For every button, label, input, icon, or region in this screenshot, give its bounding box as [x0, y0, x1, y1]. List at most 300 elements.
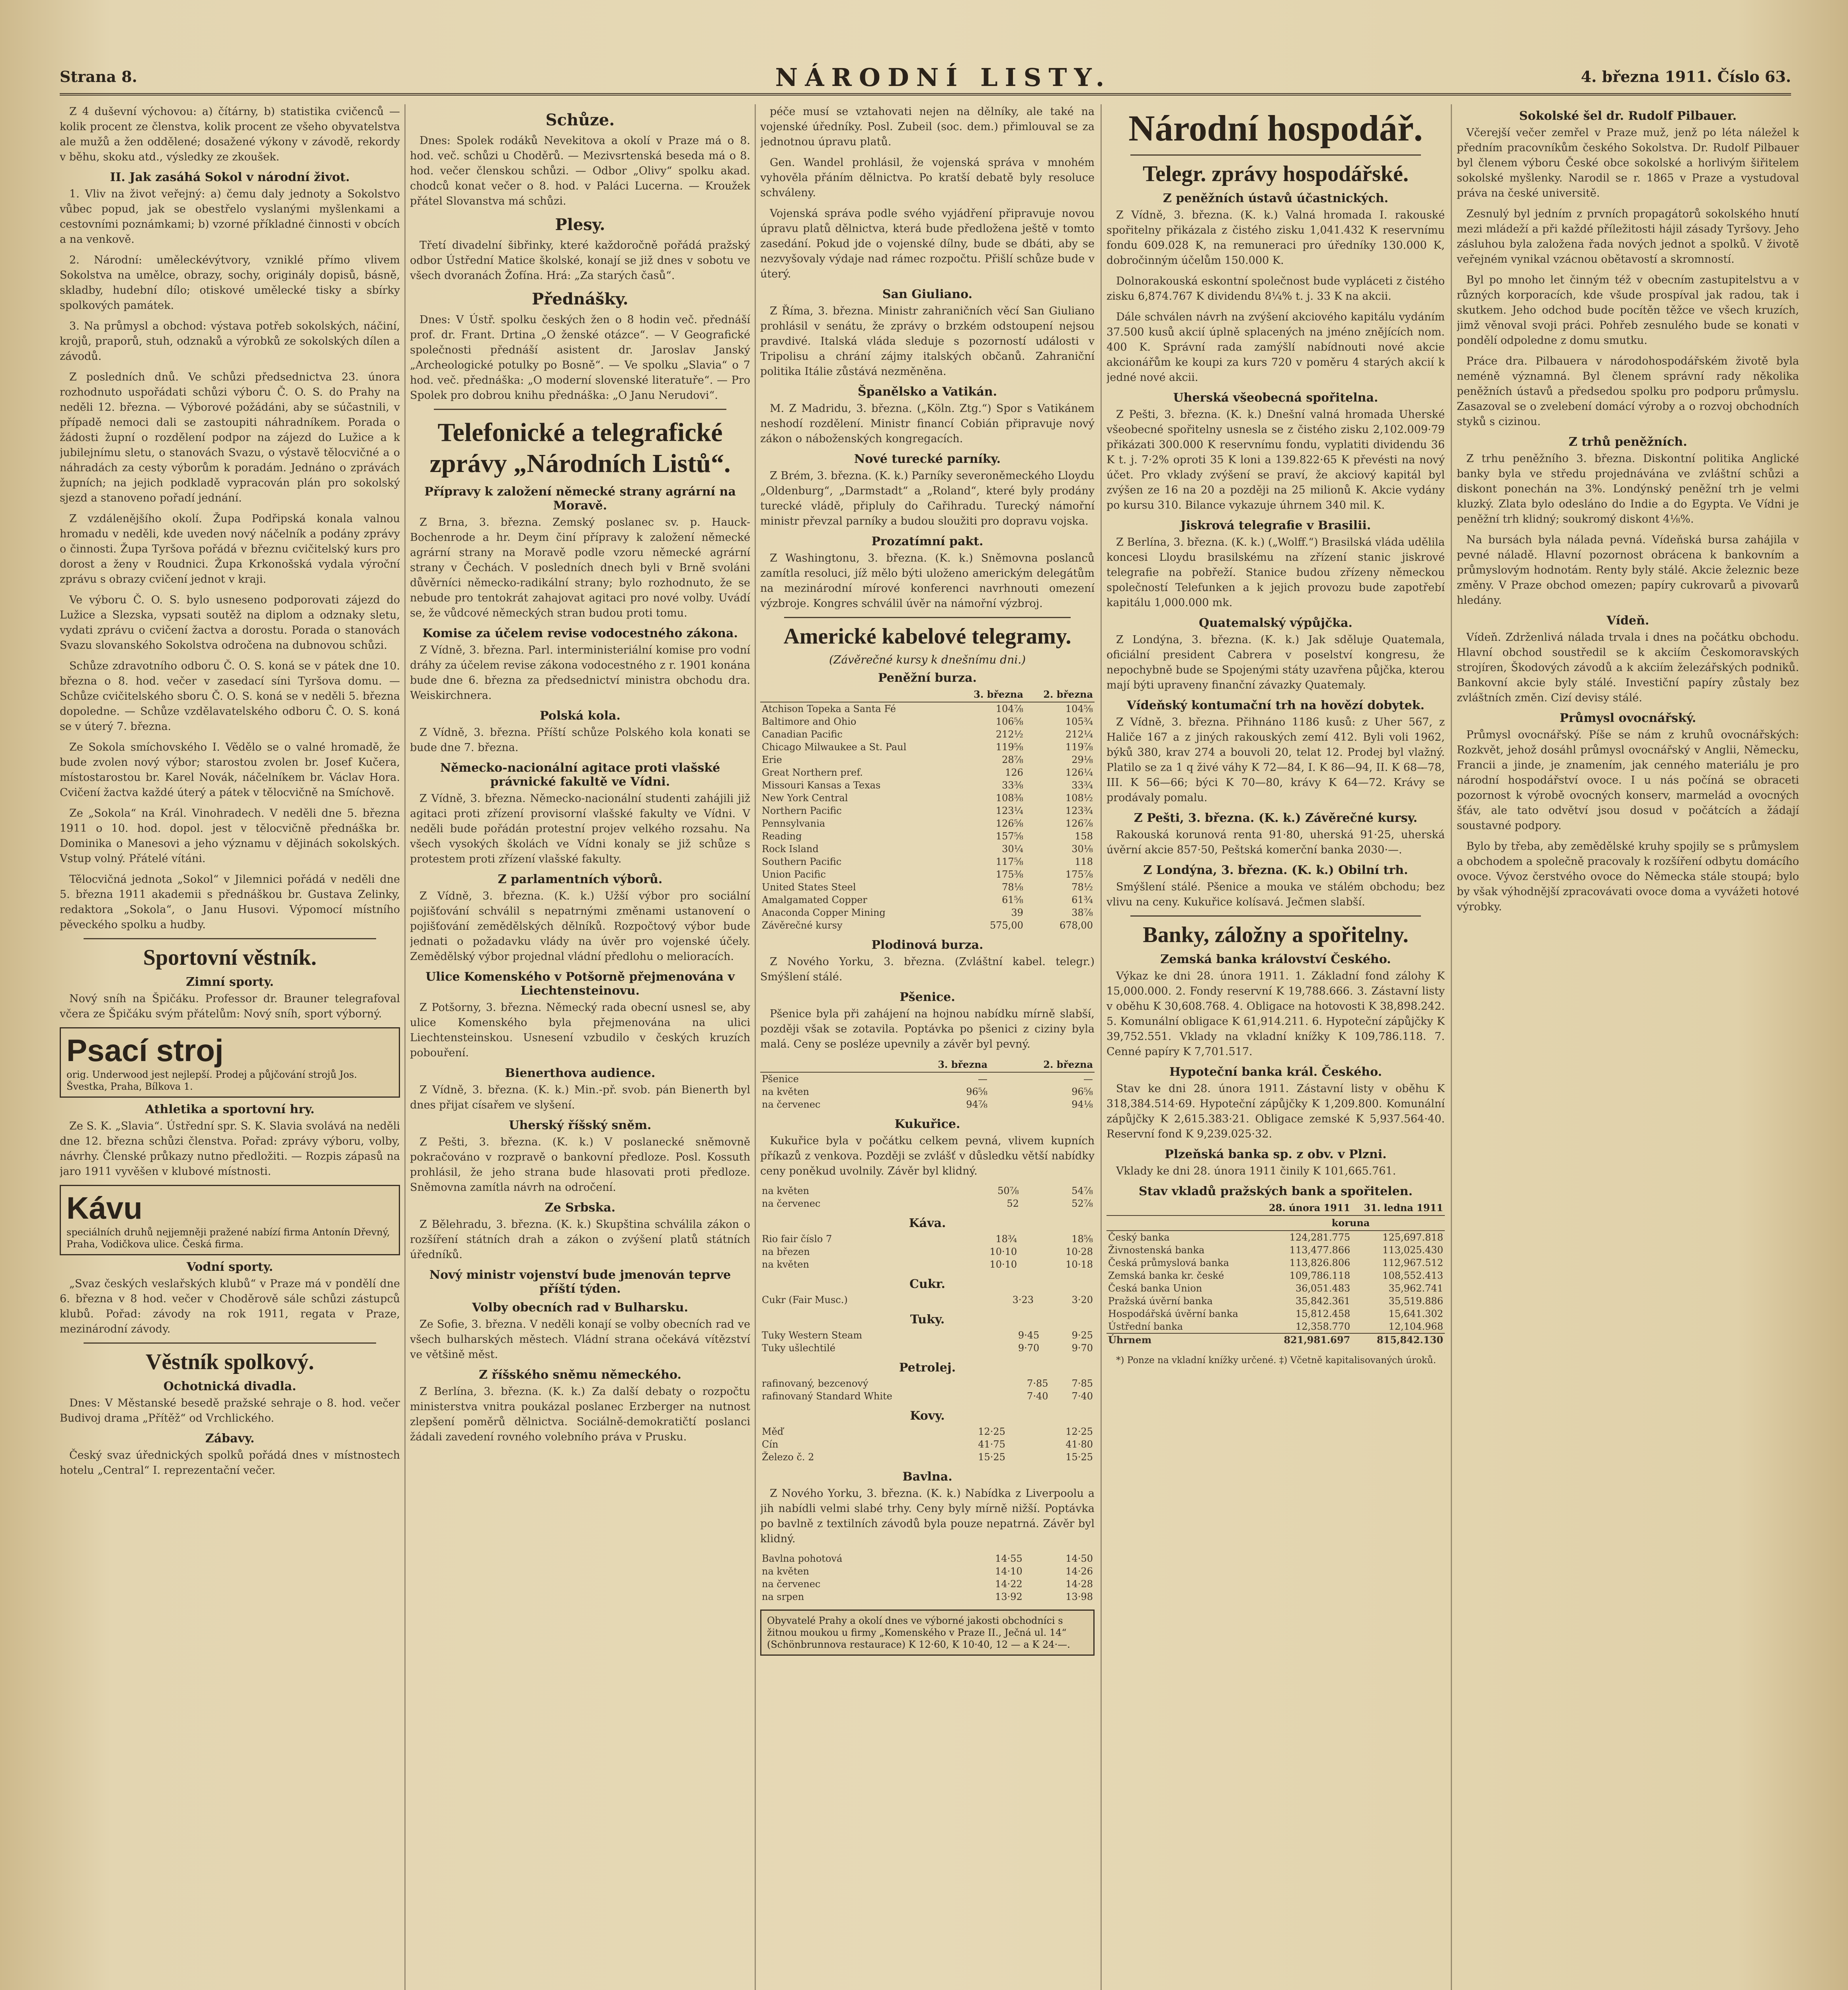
- section-heading: Vodní sporty.: [186, 1260, 273, 1274]
- table-cell: na červenec: [762, 1099, 821, 1110]
- article-heading: Volby obecních rad v Bulharsku.: [472, 1301, 688, 1315]
- table-cell: 30¼: [1002, 843, 1023, 855]
- section-heading: II. Jak zasáhá Sokol v národní život.: [110, 170, 350, 184]
- article-heading: Cukr.: [909, 1277, 945, 1291]
- table-cell: Reading: [762, 831, 802, 842]
- table-cell: 124,281.775: [1289, 1232, 1350, 1243]
- table-cell: Missouri Kansas a Texas: [762, 780, 881, 791]
- table-row: [760, 1072, 1095, 1085]
- table-cell: 175⅜: [995, 869, 1023, 880]
- table-row: [760, 753, 1095, 766]
- table-row: [760, 804, 1095, 817]
- table-cell: Bavlna pohotová: [762, 1553, 843, 1564]
- table-cell: 113,025.430: [1382, 1245, 1443, 1256]
- fats-table: [760, 1329, 1095, 1354]
- divider: [84, 1342, 376, 1344]
- table-cell: New York Central: [762, 792, 848, 804]
- table-cell: 35,519.886: [1388, 1295, 1443, 1307]
- table-cell: 15,812.458: [1295, 1308, 1350, 1319]
- article-heading: Uherský říšský sněm.: [509, 1118, 652, 1132]
- column-header: 2. března: [1025, 687, 1095, 702]
- table-cell: 10·28: [1065, 1246, 1093, 1257]
- table-cell: Úhrnem: [1108, 1334, 1152, 1346]
- article-paragraph: Ze Sokola smíchovského I. Vědělo se o valné hromadě, že bude zvolen nový výbor; starostou zvolen br. Josef Kučera, místostarostou br. Karel Novák, náčelníkem br. Václav Hora. Cvičení žactva každé úterý a pátek v tělocvičně na Smíchově.: [60, 741, 400, 799]
- table-cell: Southern Pacific: [762, 856, 842, 867]
- table-cell: Great Northern pref.: [762, 767, 863, 778]
- article-heading: Nové turecké parníky.: [854, 452, 1001, 466]
- table-cell: 118: [1075, 856, 1093, 867]
- table-cell: na květen: [762, 1259, 810, 1270]
- table-cell: Rock Island: [762, 843, 819, 855]
- article-heading: Zemská banka království Českého.: [1160, 952, 1391, 966]
- table-cell: 33⅜: [1002, 780, 1023, 791]
- table-cell: 41·75: [978, 1439, 1005, 1450]
- article-heading: Kukuřice.: [894, 1117, 960, 1131]
- table-cell: 18¾: [995, 1233, 1017, 1245]
- article-paragraph: Z Nového Yorku, 3. března. (K. k.) Nabídka z Liverpoolu a jih nabídli velmi slabé trhy. Ceny byly mírně nižší. Poptávka po bavlně z textilních závodů byla pouze nepatrná. Závěr byl klidný.: [760, 1487, 1095, 1545]
- table-row: [760, 1552, 1095, 1565]
- table-cell: —: [1083, 1073, 1093, 1085]
- article-heading: Bienerthova audience.: [505, 1066, 656, 1080]
- club-news-heading: Věstník spolkový.: [145, 1350, 314, 1374]
- table-cell: 815,842.130: [1376, 1334, 1443, 1346]
- table-cell: 104⅞: [995, 703, 1023, 714]
- table-cell: 35,962.741: [1388, 1283, 1443, 1294]
- article-heading: Plzeňská banka sp. z obv. v Plzni.: [1165, 1147, 1387, 1161]
- article-paragraph: Stav ke dni 28. února 1911. Zástavní listy v oběhu K 318,384.514·69. Hypoteční zápůjčky K 1,209.800. Komunální zápůjčky K 2,615.383·21. Obligace zemské K 5,937.564·40. Reservní fond K 9,239.025·32.: [1106, 1083, 1445, 1140]
- table-cell: na červenec: [762, 1578, 821, 1590]
- article-heading: Kovy.: [910, 1409, 945, 1423]
- banks-heading: Banky, záložny a spořitelny.: [1143, 923, 1409, 947]
- article-paragraph: „Svaz českých veslařských klubů“ v Praze má v pondělí dne 6. března v 8 hod. večer v Choděrově sále schůzi zástupců klubů. Pořad: závody na rok 1911, regata v Praze, mezinárodní závody.: [60, 1278, 400, 1335]
- table-row: [760, 728, 1095, 741]
- unit-label: koruna: [1257, 1215, 1445, 1231]
- ad-text: speciálních druhů nejjemněji pražené nabízí firma Antonín Dřevný, Praha, Vodičkova ulice. Česká firma.: [66, 1227, 390, 1250]
- divider: [1130, 915, 1421, 917]
- table-cell: 33¾: [1071, 780, 1093, 791]
- table-row: [760, 1294, 1095, 1306]
- table-row: [760, 906, 1095, 919]
- table-cell: 96⅝: [966, 1086, 988, 1097]
- article-paragraph: Z Vídně, 3. března. Přihnáno 1186 kusů: z Uher 567, z Haliče 167 a z jiných rakouských zemí 412. Byli voli 1962, býků 380, krav 274 a bouvoli 20, telat 12. Prodej byl vlažný. Platilo se za 1 q živé váhy K 72—84, I. K 86—94, II. K 68—78, III. K 56—66; býci K 70—80, krávy K 64—72. Krávy se prodávaly pomalu.: [1106, 716, 1445, 804]
- table-row: [760, 1451, 1095, 1463]
- table-cell: 54⅞: [1071, 1185, 1093, 1196]
- bank-deposits-table: [1106, 1201, 1445, 1346]
- table-cell: 126¼: [1065, 767, 1093, 778]
- article-paragraph: péče musí se vztahovati nejen na dělníky, ale také na vojenské úředníky. Posl. Zubeil (soc. dem.) přimlouval se za jednotnou úpravu platů.: [760, 105, 1095, 148]
- footnote: *) Ponze na vkladní knížky určené. ‡) Včetně kapitalisovaných úroků.: [1116, 1355, 1436, 1366]
- article-heading: Sokolské šel dr. Rudolf Pilbauer.: [1519, 109, 1737, 123]
- table-cell: 36,051.483: [1295, 1283, 1350, 1294]
- article-heading: Ulice Komenského v Potšorně přejmenována v Liechtensteinovu.: [425, 970, 735, 998]
- article-heading: Německo-nacionální agitace proti vlašské právnické fakultě ve Vídni.: [440, 761, 720, 789]
- article-paragraph: Z 4 duševní výchovou: a) čítárny, b) statistika cvičenců — kolik procent ze členstva, kolik procent ze všeho obyvatelstva ale mužů a žen oddělené; dosažené výkony v závodě, rekordy v běhu, skoku atd., výsledky ze zkoušek.: [60, 105, 400, 163]
- divider: [1130, 154, 1421, 156]
- column-header: 3. března: [884, 1057, 989, 1072]
- article-paragraph: Rakouská korunová renta 91·80, uherská 91·25, uherská úvěrní akcie 857·50, Peštská komerční banka 2030·—.: [1106, 829, 1445, 856]
- table-row: [760, 1085, 1095, 1098]
- table-cell: na červenec: [762, 1198, 821, 1209]
- article-heading: Z trhů peněžních.: [1569, 435, 1687, 449]
- table-cell: Hospodářská úvěrní banka: [1108, 1308, 1238, 1319]
- section-heading: Athletika a sportovní hry.: [145, 1102, 315, 1116]
- section-heading: Přednášky.: [532, 290, 628, 308]
- metals-table: [760, 1425, 1095, 1463]
- article-paragraph: Z Potšorny, 3. března. Německý rada obecní usnesl se, aby ulice Komenského byla přejmenována na ulici Liechtensteinskou. Usnesení vzbudilo v českých kruzích pobouření.: [410, 1001, 750, 1059]
- article-paragraph: Z Londýna, 3. března. (K. k.) Jak sděluje Quatemala, oficiální president Cabrera v poselství kongresu, že nepochybně bude se Spojenými státy uzavřena půjčka, kterou mají býti upraveny finanční závazky Quatemaly.: [1106, 634, 1445, 691]
- table-row: [760, 702, 1095, 715]
- article-heading: Komise za účelem revise vodocestného zákona.: [422, 626, 738, 640]
- table-cell: 94⅞: [966, 1099, 988, 1110]
- column-rule: [1101, 104, 1102, 1990]
- article-paragraph: Dnes: Spolek rodáků Nevekitova a okolí v Praze má o 8. hod. več. schůzi u Choděrů. — Mezivsrtenská beseda má o 8. hod. večer členskou schůzi. — Odbor „Olivy“ spolku akad. chodců konat večer o 8. hod. v Paláci Lucerna. — Kroužek přátel Slovanstva má schůzi.: [410, 135, 750, 207]
- table-row: [760, 868, 1095, 881]
- column-1: [60, 104, 400, 1990]
- table-cell: 14·28: [1065, 1578, 1093, 1590]
- table-cell: Živnostenská banka: [1108, 1245, 1205, 1256]
- table-cell: 14·26: [1065, 1566, 1093, 1577]
- table-row: [760, 1390, 1095, 1403]
- table-cell: Northern Pacific: [762, 805, 842, 816]
- table-cell: 15,641.302: [1388, 1308, 1443, 1319]
- article-paragraph: Dnes: V Městanské besedě pražské sehraje o 8. hod. večer Budivoj drama „Přítěž“ od Vrchlického.: [60, 1397, 400, 1424]
- table-cell: 7·40: [1071, 1391, 1093, 1402]
- section-heading: Zábavy.: [205, 1432, 255, 1446]
- article-paragraph: Z Bělehradu, 3. března. (K. k.) Skupština schválila zákon o rozšíření státních drah a zákon o zvýšení platů státních úředníků.: [410, 1218, 750, 1261]
- table-cell: Český banka: [1108, 1232, 1170, 1243]
- table-row: [1106, 1307, 1445, 1320]
- article-heading: Jiskrová telegrafie v Brasilii.: [1180, 519, 1371, 533]
- table-row: [760, 779, 1095, 792]
- article-paragraph: Pšenice byla při zahájení na hojnou nabídku mírně slabší, později však se zotavila. Poptávka po pšenici z ciziny byla malá. Ceny se posléze upevnily a závěr byl pevný.: [760, 1008, 1095, 1050]
- table-cell: 126⅝: [995, 818, 1023, 829]
- table-cell: 12,358.770: [1295, 1321, 1350, 1332]
- article-heading: Polská kola.: [540, 709, 621, 723]
- table-row: [1106, 1295, 1445, 1307]
- table-cell: —: [978, 1073, 988, 1085]
- article-paragraph: Vklady ke dni 28. února 1911 činily K 101,665.761.: [1116, 1165, 1396, 1177]
- article-paragraph: Třetí divadelní šibřinky, které každoročně pořádá pražský odbor Ústřední Matice školské, konají se již dnes v sobotu ve všech dvoranách Žofína. Hrá: „Za starých časů“.: [410, 239, 750, 282]
- table-cell: United States Steel: [762, 882, 856, 893]
- article-heading: Vídeňský kontumační trh na hovězí dobytek.: [1127, 698, 1425, 712]
- table-row: [760, 881, 1095, 894]
- sugar-table: [760, 1294, 1095, 1306]
- article-paragraph: Z Washingtonu, 3. března. (K. k.) Sněmovna poslanců zamítla resoluci, jíž mělo býti uloženo americkým delegátům na mezinárodní mírové konferenci navrhnouti omezení výzbroje. Kongres schválil úvěr na námořní výzbroj.: [760, 552, 1095, 610]
- article-heading: Tuky.: [910, 1313, 945, 1327]
- table-cell: 38⅞: [1071, 907, 1093, 918]
- article-paragraph: Z Vídně, 3. března. (K. k.) Užší výbor pro sociální pojišťování schválil s nepatrnými změnami ustanovení o pojišťování zemědělských dělníků. Rozpočtový výbor bude jednati o požadavku vlády na úvěr pro vojenské účely. Zemědělský výbor projednal vládní předlohu o melioracích.: [410, 890, 750, 963]
- table-cell: Česká průmyslová banka: [1108, 1257, 1229, 1268]
- article-paragraph: Ze Sofie, 3. března. V neděli konají se volby obecních rad ve všech bulharských městech. Vládní strana očekává vítězství ve většině měst.: [410, 1318, 750, 1361]
- table-cell: Tuky ušlechtilé: [762, 1342, 835, 1354]
- table-row: [760, 1578, 1095, 1590]
- table-cell: 126⅞: [1065, 818, 1093, 829]
- table-cell: 15·25: [978, 1452, 1005, 1463]
- corn-table: [760, 1184, 1095, 1210]
- article-paragraph: Ze „Sokola“ na Král. Vinohradech. V neděli dne 5. března 1911 o 10. hod. dopol. jest v tělocvičně přednáška br. Dominika o Manesovi a jeho významu v dějinách sokolských. Vstup volný. Přátelé vítáni.: [60, 807, 400, 865]
- table-row: [760, 1329, 1095, 1342]
- cotton-table: [760, 1552, 1095, 1603]
- table-cell: Železo č. 2: [762, 1452, 814, 1463]
- table-cell: 175⅞: [1065, 869, 1093, 880]
- article-paragraph: Vojenská správa podle svého vyjádření připravuje novou úpravu platů dělnictva, která bude předložena ještě v tomto zasedání. Pokud jde o vojenské dílny, bude se dbáti, aby se nezvyšovaly výdaje nad rámec rozpočtu. Přišlí schůze bude v úterý.: [760, 207, 1095, 280]
- article-heading: Z Londýna, 3. března. (K. k.) Obilní trh.: [1143, 863, 1408, 877]
- article-paragraph: Smýšlení stálé. Pšenice a mouka ve stálém obchodu; bez vlivu na ceny. Kukuřice kolísavá. Ječmen slabší.: [1106, 881, 1445, 908]
- article-paragraph: Průmysl ovocnářský. Píše se nám z kruhů ovocnářských: Rozkvět, jehož dosáhl průmysl ovocnářský v Anglii, Německu, Francii a jinde, je znamením, jak cenného materiálu je pro národní hospodářství ovoce. I u nás počíná se obraceti pozornost k výrobě ovocných konserv, marmelád a ovocných šťáv, ale tato odvětví jsou dosud v počátcích a žádají soustavné podpory.: [1457, 729, 1799, 832]
- table-cell: Rio fair číslo 7: [762, 1233, 832, 1245]
- table-cell: 28⅞: [1002, 754, 1023, 765]
- table-cell: 13·92: [995, 1591, 1023, 1602]
- subheading: (Závěrečné kursy k dnešnímu dni.): [829, 653, 1026, 666]
- table-cell: 7·85: [1027, 1378, 1048, 1389]
- coffee-ad: [60, 1185, 400, 1255]
- ad-text: orig. Underwood jest nejlepší. Prodej a půjčování strojů Jos. Švestka, Praha, Bílkova 1.: [66, 1069, 357, 1092]
- typewriter-ad: [60, 1027, 400, 1098]
- article-paragraph: Z Brém, 3. března. (K. k.) Parníky severoněmeckého Lloydu „Oldenburg“, „Darmstadt“ a „Roland“, které byly prodány turecké vládě, připluly do Cařihradu. Turecký námořní ministr převzal parníky a budou sloužiti pro dopravu vojska.: [760, 470, 1095, 527]
- table-cell: 13·98: [1065, 1591, 1093, 1602]
- article-heading: Španělsko a Vatikán.: [857, 385, 997, 399]
- table-header-row: [760, 1057, 1095, 1072]
- table-row: [760, 715, 1095, 728]
- table-cell: Závěrečné kursy: [762, 920, 843, 931]
- table-cell: Pennsylvania: [762, 818, 825, 829]
- table-row: [760, 1425, 1095, 1438]
- table-cell: 119⅞: [1065, 741, 1093, 753]
- economic-telegrams-heading: Telegr. zprávy hospodářské.: [1143, 162, 1409, 186]
- table-cell: 157⅝: [995, 831, 1023, 842]
- table-cell: Česká banka Union: [1108, 1283, 1202, 1294]
- table-cell: 113,477.866: [1289, 1245, 1350, 1256]
- article-paragraph: Z Vídně, 3. března. Německo-nacionální studenti zahájili již agitaci proti zřízení provisorní vlašské fakulty ve Vídni. V neděli bude pořádán protestní projev velkého rozsahu. Na všech vysokých školách ve Vídni konaly se již schůze s protestem proti zřízení vlašské fakulty.: [410, 792, 750, 865]
- article-paragraph: Z Pešti, 3. března. (K. k.) Dnešní valná hromada Uherské všeobecné spořitelny usnesla se z čistého zisku 2,102.009·79 přikázati 300.000 K reservnímu fondu, vyplatiti dividendu 36 K t. j. 7·2% oproti 35 K loni a 139.822·65 K převésti na nový účet. Pro vklady zvýšení se praví, že akciový kapitál byl zvýšen ze 16 na 20 a později na 25 milionů K. Akcie vydány po kursu 310. Bilance vykazuje úhrnem 340 mil. K.: [1106, 408, 1445, 511]
- article-paragraph: Z Vídně, 3. března. Příští schůze Polského kola konati se bude dne 7. března.: [410, 726, 750, 754]
- table-cell: 41·80: [1065, 1439, 1093, 1450]
- column-header: [1106, 1201, 1257, 1215]
- economy-section-heading: Národní hospodář.: [1128, 108, 1423, 148]
- table-cell: 39: [1011, 907, 1023, 918]
- table-cell: Měď: [762, 1426, 784, 1437]
- article-paragraph: Ze S. K. „Slavia“. Ústřední spr. S. K. Slavia svolává na neděli dne 12. března schůzi členstva. Pořad: zprávy výboru, volby, návrhy. Členské průkazy nutno předložiti. — Rozpis zápasů na jaro 1911 vyvěšen v klubové místnosti.: [60, 1120, 400, 1178]
- table-row: [760, 1590, 1095, 1603]
- table-cell: na srpen: [762, 1591, 804, 1602]
- table-cell: 119⅝: [995, 741, 1023, 753]
- table-cell: 821,981.697: [1284, 1334, 1350, 1346]
- stock-quotes-table: [760, 687, 1095, 932]
- table-cell: na květen: [762, 1185, 810, 1196]
- table-row: [1106, 1244, 1445, 1256]
- table-cell: 7·85: [1071, 1378, 1093, 1389]
- table-cell: 78½: [1071, 882, 1093, 893]
- table-cell: 78⅛: [1002, 882, 1023, 893]
- table-cell: 14·55: [995, 1553, 1023, 1564]
- table-cell: 52⅞: [1071, 1198, 1093, 1209]
- article-paragraph: Dále schválen návrh na zvýšení akciového kapitálu vydáním 37.500 kusů akcií úplně splacených na jméno znějících nom. 400 K. Správní rada zamýšlí nabídnouti nové akcie akcionářům ke koupi za kurs 720 v poměru 4 starých akcií k jedné nové akcii.: [1106, 311, 1445, 384]
- table-cell: Canadian Pacific: [762, 729, 843, 740]
- table-cell: 7·40: [1027, 1391, 1048, 1402]
- table-cell: Union Pacific: [762, 869, 826, 880]
- article-paragraph: Tělocvičná jednota „Sokol“ v Jilemnici pořádá v neděli dne 5. března 1911 akademii s přednáškou br. Gustava Zelinky, redaktora „Sokola“, o Janu Husovi. Výpomocí místního pěveckého spolku a hudby.: [60, 873, 400, 931]
- table-unit-row: [1106, 1215, 1445, 1231]
- table-row: [1106, 1282, 1445, 1295]
- table-cell: 9·45: [1018, 1330, 1040, 1341]
- table-cell: 9·70: [1071, 1342, 1093, 1354]
- table-cell: 12,104.968: [1388, 1321, 1443, 1332]
- table-row: [760, 830, 1095, 843]
- article-paragraph: Včerejší večer zemřel v Praze muž, jenž po léta náležel k předním pracovníkům českého Sokolstva. Dr. Rudolf Pilbauer byl členem výboru České obce sokolské a horlivým šiřitelem sokolské myšlenky. Narodil se r. 1865 v Praze a vystudoval práva na české universitě.: [1457, 127, 1799, 199]
- table-row: [760, 741, 1095, 753]
- article-heading: Z peněžních ústavů účastnických.: [1163, 191, 1389, 205]
- table-cell: 123¼: [995, 805, 1023, 816]
- article-heading: Hypoteční banka král. Českého.: [1169, 1065, 1382, 1079]
- table-cell: 18⅝: [1071, 1233, 1093, 1245]
- table-cell: 10·10: [989, 1259, 1017, 1270]
- column-4: [1106, 104, 1445, 1990]
- table-cell: 108,552.413: [1382, 1270, 1443, 1281]
- article-paragraph: Z Berlína, 3. března. (K. k.) Za další debaty o rozpočtu ministerstva vnitra poukázal poslanec Erzberger na nutnost zlepšení poměrů dělnictva. Sociálně-demokratičtí poslanci žádali zavedení rovného volebního práva v Prusku.: [410, 1385, 750, 1443]
- page-header: [60, 63, 1791, 96]
- article-paragraph: Z Vídně, 3. března. Parl. interministeriální komise pro vodní dráhy za účelem revise zákona vodocestného z r. 1901 konána bude dne 6. března za předsednictví ministra obchodu dra. Weiskirchnera.: [410, 644, 750, 702]
- article-heading: Z říšského sněmu německého.: [479, 1368, 681, 1382]
- table-cell: 113,826.806: [1289, 1257, 1350, 1268]
- article-paragraph: Z Berlína, 3. března. (K. k.) („Wolff.“) Brasilská vláda udělila koncesi Lloydu brasilskému na zřízení stanic jiskrové telegrafie na pobřeží. Stanice budou zřízeny německou společností Telefunken a k jejich provozu bude zapotřebí kapitálu 1,000.000 mk.: [1106, 536, 1445, 609]
- table-cell: 30⅛: [1071, 843, 1093, 855]
- table-cell: 94⅛: [1071, 1099, 1093, 1110]
- table-cell: 212½: [995, 729, 1023, 740]
- article-paragraph: Z Nového Yorku, 3. března. (Zvláštní kabel. telegr.) Smýšlení stálé.: [760, 956, 1095, 983]
- table-cell: 108½: [1065, 792, 1093, 804]
- article-paragraph: Z trhu peněžního 3. března. Diskontní politika Anglické banky byla ve středu projednávána ve zvláštní schůzi a diskont ponechán na 3%. Londýnský peněžní trh je velmi kluzký. Zlata bylo odesláno do Indie a do Egypta. Ve Vídni je peněžní trh klidný; soukromý diskont 4⅛%.: [1457, 453, 1799, 525]
- article-heading: Stav vkladů pražských bank a spořitelen.: [1138, 1184, 1413, 1198]
- table-row: [1106, 1256, 1445, 1269]
- table-cell: Anaconda Copper Mining: [762, 907, 886, 918]
- article-paragraph: Gen. Wandel prohlásil, že vojenská správa v mnohém vyhověla přáním dělnictva. Po kratší debatě byly resoluce schváleny.: [760, 156, 1095, 199]
- table-cell: 35,842.361: [1295, 1295, 1350, 1307]
- table-row: [760, 817, 1095, 830]
- table-row: [760, 1565, 1095, 1578]
- section-heading: Ochotnická divadla.: [163, 1379, 297, 1393]
- column-2: [410, 104, 750, 1990]
- article-paragraph: Dnes: V Ústř. spolku českých žen o 8 hodin več. přednáší prof. dr. Frant. Drtina „O ženské otázce“. — V Geografické společnosti přednáší asistent dr. Jaroslav Janský „Archeologické potulky po Bosně“. — Ve spolku „Slavia“ o 7 hod. več. přednáška: „O moderní slovenské literatuře“. — Pro Spolek pro dobrou knihu přednáška: „O Janu Nerudovi“.: [410, 314, 750, 402]
- table-cell: Ústřední banka: [1108, 1321, 1183, 1332]
- article-paragraph: Na bursách byla nálada pevná. Vídeňská bursa zahájila v pevné náladě. Hlavní pozornost obrácena k bankovním a průmyslovým hodnotám. Renty byly stálé. Akcie železnic beze změny. V Praze obchod omezen; papíry cukrovarů a pivovarů hledány.: [1457, 534, 1799, 607]
- article-heading: Vídeň.: [1606, 614, 1649, 628]
- table-cell: Cín: [762, 1439, 779, 1450]
- table-cell: 9·25: [1071, 1330, 1093, 1341]
- table-cell: 105¾: [1065, 716, 1093, 727]
- article-paragraph: Z Brna, 3. března. Zemský poslanec sv. p. Hauck-Bochenrode a hr. Deym činí přípravy k založení německé agrární strany na Moravě podle vzoru německé agrární strany v Čechách. V posledních dnech byli v Brně svoláni důvěrníci německo-radikální strany; bylo rozhodnuto, že se nebude pro tentokrát zahajovat agitaci pro nové volby. Uvádí se, že vůdcové německých stran budou proti tomu.: [410, 516, 750, 619]
- table-row: [760, 1438, 1095, 1451]
- article-paragraph: Český svaz úřednických spolků pořádá dnes v místnostech hotelu „Central“ I. reprezentační večer.: [60, 1449, 400, 1477]
- table-cell: 61¾: [1071, 894, 1093, 905]
- table-cell: 575,00: [989, 920, 1023, 931]
- table-cell: 117⅝: [995, 856, 1023, 867]
- table-header-row: [760, 687, 1095, 702]
- column-5: [1457, 104, 1799, 1990]
- table-cell: Chicago Milwaukee a St. Paul: [762, 741, 907, 753]
- article-heading: San Giuliano.: [882, 287, 973, 301]
- article-paragraph: Ve výboru Č. O. S. bylo usneseno podporovati zájezd do Lužice a Slezska, vypsati soutěž na diplom a odznaky sletu, vydati zprávu o cvičení žactva a dorostu. Porada o stanovách Svazu slovanského Sokolstva odročena na dubnovou schůzi.: [60, 594, 400, 652]
- article-paragraph: 2. Národní: uměleckévýtvory, vzniklé přímo vlivem Sokolstva na umělce, obrazy, sochy, originály dopisů, básně, skladby, hudební dílo; otiskové umělecké tisky a sbírky spolkových památek.: [60, 254, 400, 312]
- article-paragraph: Z Vídně, 3. března. (K. k.) Min.-př. svob. pán Bienerth byl dnes přijat císařem ve slyšení.: [410, 1084, 750, 1111]
- article-heading: Quatemalský výpůjčka.: [1199, 616, 1352, 630]
- table-row: [760, 1377, 1095, 1390]
- article-paragraph: Dolnorakouská eskontní společnost bude vypláceti z čistého zisku 6,874.767 K dividendu 8¼% t. j. 33 K na akcii.: [1106, 275, 1445, 302]
- article-paragraph: Bylo by třeba, aby zemědělské kruhy spojily se s průmyslem a obchodem a společně pracovaly k rozšíření odbytu domácího ovoce. Vývoz čerstvého ovoce do Německa stále stoupá; bylo by však výhodnější zpracovávati ovoce doma a vyvážeti hotové výrobky.: [1457, 840, 1799, 913]
- article-paragraph: Schůze zdravotního odboru Č. O. S. koná se v pátek dne 10. března o 8. hod. večer v zasedací síni Tyršova domu. — Schůze cvičitelského sboru Č. O. S. koná se v neděli 5. března dopoledne. — Schůze vzdělavatelského odboru Č. O. S. koná se v úterý 7. března.: [60, 660, 400, 733]
- table-cell: 3·23: [1012, 1294, 1034, 1305]
- table-cell: Cukr (Fair Musc.): [762, 1294, 848, 1305]
- table-cell: 212¼: [1065, 729, 1093, 740]
- table-row: [760, 855, 1095, 868]
- table-cell: 61⅝: [1002, 894, 1023, 905]
- table-cell: 52: [1007, 1198, 1019, 1209]
- table-cell: na květen: [762, 1566, 810, 1577]
- table-cell: 14·22: [995, 1578, 1023, 1590]
- coffee-table: [760, 1233, 1095, 1271]
- divider: [84, 938, 376, 939]
- article-heading: Ze Srbska.: [544, 1201, 616, 1215]
- table-cell: Zemská banka kr. české: [1108, 1270, 1224, 1281]
- column-header: [760, 1057, 884, 1072]
- article-heading: Prozatímní pakt.: [871, 535, 984, 548]
- table-cell: Amalgamated Copper: [762, 894, 867, 905]
- table-cell: rafinovaný Standard White: [762, 1391, 892, 1402]
- table-cell: na květen: [762, 1086, 810, 1097]
- article-heading: Z parlamentních výborů.: [498, 872, 663, 886]
- article-heading: Bavlna.: [902, 1470, 952, 1484]
- table-cell: 29⅛: [1071, 754, 1093, 765]
- table-cell: 50⅞: [997, 1185, 1019, 1196]
- column-header: 31. ledna 1911: [1352, 1201, 1445, 1215]
- divider: [784, 617, 1071, 618]
- table-row: [1106, 1269, 1445, 1282]
- column-header: 28. února 1911: [1257, 1201, 1352, 1215]
- table-row: [760, 1233, 1095, 1245]
- table-cell: 3·20: [1071, 1294, 1093, 1305]
- telegraph-news-heading: Telefonické a telegrafické zprávy „Národních Listů“.: [429, 418, 731, 478]
- table-row: [1106, 1320, 1445, 1333]
- section-heading: Plesy.: [555, 215, 605, 234]
- article-paragraph: M. Z Madridu, 3. března. („Köln. Ztg.“) Spor s Vatikánem neshodí rozdělení. Ministr financí Cobián připravuje nový zákon o náboženských kongregacích.: [760, 402, 1095, 445]
- section-heading: Schůze.: [545, 111, 615, 129]
- table-cell: 125,697.818: [1382, 1232, 1443, 1243]
- article-paragraph: 1. Vliv na život veřejný: a) čemu daly jednoty a Sokolstvo vůbec popud, jak se obestřelo vyslanými myšlenkami a cestovními poznámkami; b) vzorné příkladné činnosti v obcích a na venkově.: [60, 188, 400, 246]
- article-paragraph: Z Vídně, 3. března. (K. k.) Valná hromada I. rakouské spořitelny přikázala z čistého zisku 1,041.432 K reservnímu fondu 609.028 K, na remuneraci pro úředníky 130.000 K, dobročinným účelům 150.000 K.: [1106, 209, 1445, 267]
- table-cell: Pšenice: [762, 1073, 799, 1085]
- table-row: [760, 919, 1095, 932]
- article-paragraph: Práce dra. Pilbauera v národohospodářském životě byla neméně významná. Byl členem správní rady několika peněžních ústavů a předsedou spolku pro podporu průmyslu. Zasazoval se o zvelebení domácí výroby a o rozvoj obchodních styků s cizinou.: [1457, 355, 1799, 428]
- table-header-row: [1106, 1201, 1445, 1215]
- table-cell: 126: [1005, 767, 1023, 778]
- table-cell: 678,00: [1060, 920, 1093, 931]
- masthead: NÁRODNÍ LISTY.: [775, 63, 1112, 92]
- table-cell: Erie: [762, 754, 782, 765]
- table-cell: 10·18: [1065, 1259, 1093, 1270]
- ad-title: Psací stroj: [66, 1033, 224, 1068]
- article-heading: Přípravy k založení německé strany agrární na Moravě.: [424, 485, 736, 513]
- article-paragraph: 3. Na průmysl a obchod: výstava potřeb sokolských, náčiní, krojů, praporů, stuh, odznaků a výrobků ze sokolských dílen a závodů.: [60, 320, 400, 363]
- column-header: [760, 687, 955, 702]
- column-3: [760, 104, 1095, 1990]
- petroleum-table: [760, 1377, 1095, 1403]
- table-total-row: [1106, 1333, 1445, 1346]
- article-heading: Uherská všeobecná spořitelna.: [1173, 391, 1378, 405]
- table-cell: 112,967.512: [1382, 1257, 1443, 1268]
- table-cell: na březen: [762, 1246, 810, 1257]
- table-row: [1106, 1231, 1445, 1244]
- table-cell: 14·50: [1065, 1553, 1093, 1564]
- article-heading: Pšenice.: [900, 990, 955, 1004]
